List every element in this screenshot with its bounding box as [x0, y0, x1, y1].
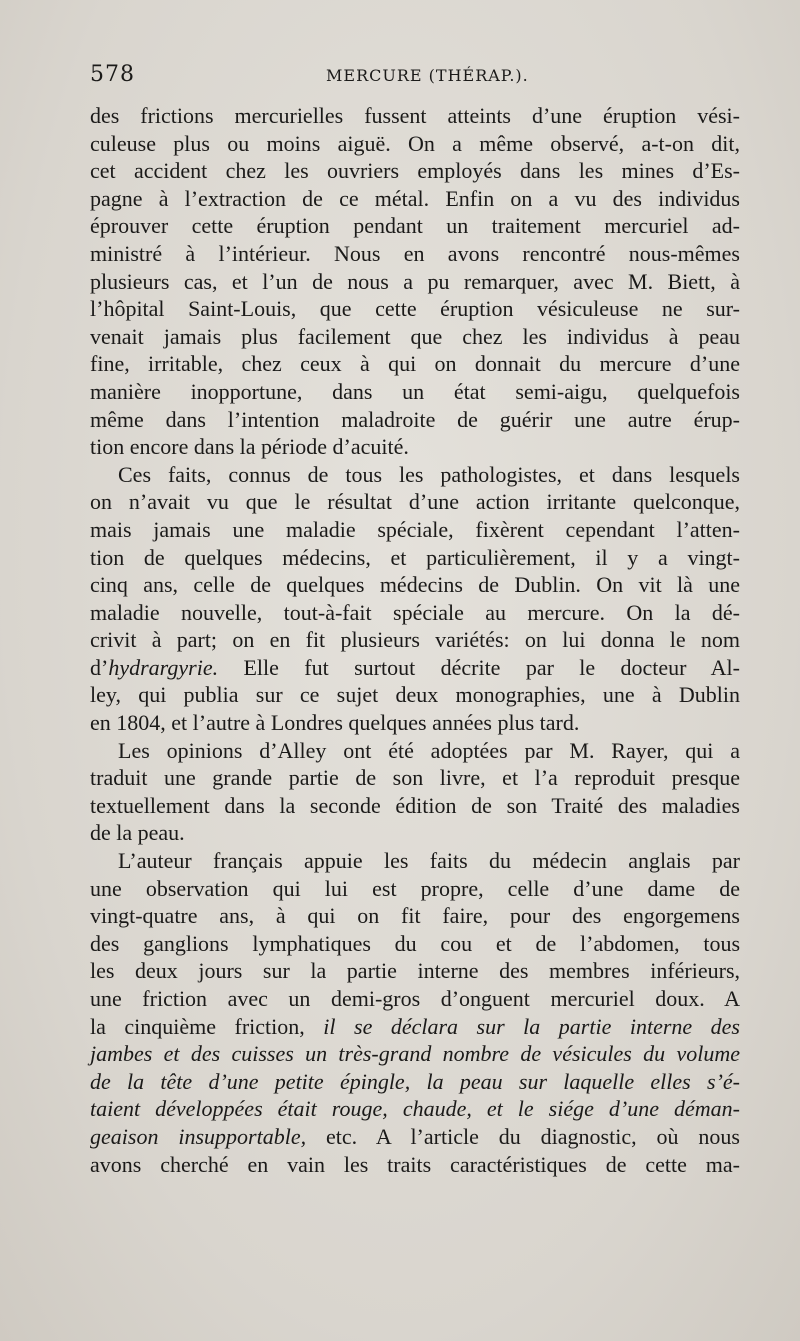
italic-text: de la tête d’une petite épingle, la peau sur laquelle elles s’é-: [90, 1068, 740, 1094]
text-segment: traduit une grande partie de son livre, et l’a reproduit presque: [90, 765, 740, 791]
text-line: [90, 1123, 740, 1151]
text-segment: cet accident chez les ouvriers employés dans les mines d’Es-: [90, 158, 740, 184]
text-line: [90, 488, 740, 516]
text-segment: pagne à l’extraction de ce métal. Enfin on a vu des individus: [90, 185, 740, 211]
text-line: [90, 461, 740, 489]
text-line: [90, 930, 740, 958]
text-line: [90, 626, 740, 654]
page-number: 578: [90, 62, 135, 87]
text-segment: on n’avait vu que le résultat d’une action irritante quelconque,: [90, 489, 740, 515]
text-line: [90, 516, 740, 544]
text-segment: Les opinions d’Alley ont été adoptées par M. Rayer, qui a: [118, 737, 740, 763]
text-segment: ley, qui publia sur ce sujet deux monographies, une à Dublin: [90, 682, 740, 708]
text-segment: tion encore dans la période d’acuité.: [90, 434, 409, 460]
text-line: [90, 764, 740, 792]
text-line: [90, 1013, 740, 1041]
text-line: [90, 240, 740, 268]
text-segment: textuellement dans la seconde édition de son Traité des maladies: [90, 792, 740, 818]
text-line: [90, 130, 740, 158]
text-segment: tion de quelques médecins, et particulièrement, il y a vingt-: [90, 544, 740, 570]
text-segment: l’hôpital Saint-Louis, que cette éruption vésiculeuse ne sur-: [90, 296, 740, 322]
text-segment: maladie nouvelle, tout-à-fait spéciale au mercure. On la dé-: [90, 599, 740, 625]
text-segment: une friction avec un demi-gros d’onguent mercuriel doux. A: [90, 986, 740, 1011]
text-segment: éprouver cette éruption pendant un traitement mercuriel ad-: [90, 213, 740, 239]
text-line: [90, 1068, 740, 1096]
italic-text: hydrargyrie.: [108, 654, 219, 680]
text-segment: venait jamais plus facilement que chez les individus à peau: [90, 323, 740, 349]
text-segment: les deux jours sur la partie interne des membres inférieurs,: [90, 958, 740, 984]
text-line: [90, 268, 740, 296]
text-line: [90, 875, 740, 903]
text-segment: ministré à l’intérieur. Nous en avons rencontré nous-mêmes: [90, 240, 740, 266]
text-line: [90, 157, 740, 185]
text-segment: mais jamais une maladie spéciale, fixèrent cependant l’atten-: [90, 516, 740, 542]
text-line: [90, 985, 740, 1013]
text-line: [90, 102, 740, 130]
text-line: [90, 1040, 740, 1068]
text-line: [90, 378, 740, 406]
running-title: MERCURE (THÉRAP.).: [326, 66, 529, 85]
text-segment: Elle fut surtout décrite par le docteur Al-: [218, 654, 740, 680]
text-segment: une observation qui lui est propre, celle d’une dame de: [90, 875, 740, 901]
text-line: [90, 957, 740, 985]
text-segment: d’: [90, 654, 109, 680]
text-line: [90, 709, 740, 737]
text-segment: manière inopportune, dans un état semi-aigu, quelquefois: [90, 378, 740, 404]
text-segment: de la peau.: [90, 820, 185, 846]
text-line: [90, 323, 740, 351]
text-line: [90, 654, 740, 682]
text-line: [90, 295, 740, 323]
text-segment: fine, irritable, chez ceux à qui on donnait du mercure d’une: [90, 351, 740, 377]
text-segment: des frictions mercurielles fussent atteints d’une éruption vési-: [90, 103, 740, 128]
text-segment: avons cherché en vain les traits caractéristiques de cette ma-: [90, 1151, 740, 1177]
text-line: [90, 212, 740, 240]
italic-text: taient développées était rouge, chaude, et le siége d’une déman-: [90, 1096, 740, 1122]
text-segment: culeuse plus ou moins aiguë. On a même observé, a-t-on dit,: [90, 130, 740, 156]
text-line: [90, 902, 740, 930]
text-segment: L’auteur français appuie les faits du médecin anglais par: [118, 848, 740, 874]
text-line: [90, 1151, 740, 1179]
text-line: [90, 792, 740, 820]
text-line: [90, 737, 740, 765]
text-segment: la cinquième friction,: [90, 1013, 324, 1039]
text-line: [90, 350, 740, 378]
text-line: [90, 1095, 740, 1123]
text-line: [90, 544, 740, 572]
italic-text: jambes et des cuisses un très-grand nombre de vésicules du volume: [90, 1041, 740, 1067]
text-segment: cinq ans, celle de quelques médecins de Dublin. On vit là une: [90, 572, 740, 598]
text-segment: même dans l’intention maladroite de guérir une autre érup-: [90, 406, 740, 432]
text-line: [90, 681, 740, 709]
body-text: [90, 102, 740, 1178]
text-line: [90, 599, 740, 627]
italic-text: geaison insupportable,: [90, 1123, 307, 1149]
text-line: [90, 406, 740, 434]
italic-text: il se déclara sur la partie interne des: [323, 1013, 740, 1039]
text-segment: crivit à part; on en fit plusieurs variétés: on lui donna le nom: [90, 627, 740, 653]
text-segment: Ces faits, connus de tous les pathologistes, et dans lesquels: [118, 461, 740, 487]
text-segment: vingt-quatre ans, à qui on fit faire, pour des engorgemens: [90, 903, 740, 929]
text-line: [90, 185, 740, 213]
text-segment: en 1804, et l’autre à Londres quelques années plus tard.: [90, 710, 580, 736]
text-line: [90, 819, 740, 847]
text-segment: plusieurs cas, et l’un de nous a pu remarquer, avec M. Biett, à: [90, 268, 740, 294]
text-segment: etc. A l’article du diagnostic, où nous: [306, 1123, 740, 1149]
text-line: [90, 571, 740, 599]
text-line: [90, 847, 740, 875]
text-line: [90, 433, 740, 461]
page-header: [90, 62, 740, 92]
text-segment: des ganglions lymphatiques du cou et de l’abdomen, tous: [90, 930, 740, 956]
